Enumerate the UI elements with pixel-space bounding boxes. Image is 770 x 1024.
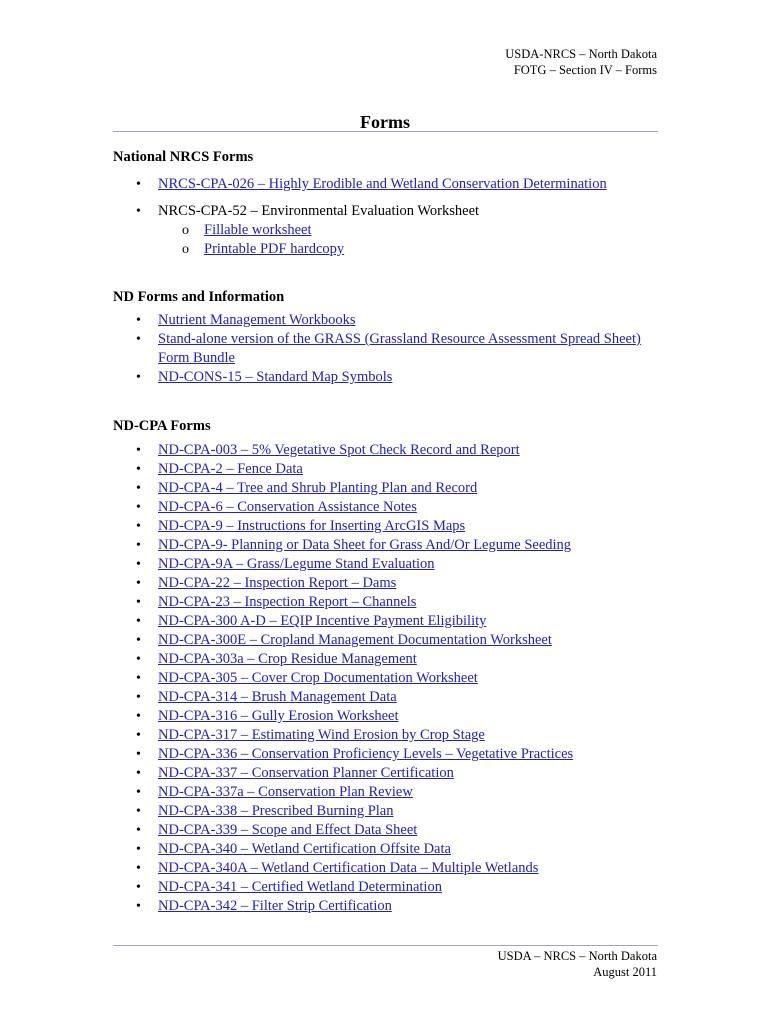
list-item <box>113 498 658 517</box>
list-item <box>113 612 658 631</box>
form-link[interactable]: ND-CPA-317 – Estimating Wind Erosion by Crop Stage <box>158 727 485 743</box>
form-link[interactable]: ND-CPA-340A – Wetland Certification Data – Multiple Wetlands <box>158 860 539 876</box>
list-item <box>113 311 658 330</box>
list-item <box>113 764 658 783</box>
form-link[interactable]: ND-CPA-2 – Fence Data <box>158 461 303 477</box>
form-link[interactable]: ND-CPA-337 – Conservation Planner Certification <box>158 765 454 781</box>
footer-line-1: USDA – NRCS – North Dakota <box>497 949 657 963</box>
list-item <box>113 745 658 764</box>
nd-cpa-forms-list <box>113 441 658 916</box>
form-link[interactable]: Fillable worksheet <box>204 222 312 238</box>
sub-list-item <box>158 221 658 240</box>
list-item <box>113 330 658 368</box>
title-divider <box>113 131 658 132</box>
page-footer <box>498 948 657 980</box>
list-item <box>113 536 658 555</box>
footer-line-2: August 2011 <box>593 965 657 979</box>
form-link[interactable]: ND-CPA-336 – Conservation Proficiency Levels – Vegetative Practices <box>158 746 574 762</box>
list-item <box>113 441 658 460</box>
section-heading-national: National NRCS Forms <box>113 149 254 165</box>
header-line-2: FOTG – Section IV – Forms <box>513 63 657 77</box>
list-item <box>113 707 658 726</box>
sub-list-item <box>158 240 658 259</box>
form-link[interactable]: Printable PDF hardcopy <box>204 241 345 257</box>
form-link[interactable]: NRCS-CPA-026 – Highly Erodible and Wetland Conservation Determination <box>158 176 607 192</box>
section-heading-nd-forms: ND Forms and Information <box>113 289 285 305</box>
list-item <box>113 202 658 259</box>
form-link[interactable]: ND-CPA-303a – Crop Residue Management <box>158 651 417 667</box>
form-link[interactable]: ND-CPA-6 – Conservation Assistance Notes <box>158 499 417 515</box>
page-title: Forms <box>360 112 410 132</box>
list-item <box>113 555 658 574</box>
list-item <box>113 175 658 194</box>
list-item <box>113 460 658 479</box>
list-item <box>113 783 658 802</box>
form-link[interactable]: ND-CPA-23 – Inspection Report – Channels <box>158 594 417 610</box>
section-heading-nd-cpa: ND-CPA Forms <box>113 418 211 434</box>
page-header <box>505 46 657 78</box>
sub-list <box>158 221 658 259</box>
form-link[interactable]: ND-CONS-15 – Standard Map Symbols <box>158 369 393 385</box>
list-item <box>113 669 658 688</box>
form-link[interactable]: ND-CPA-300E – Cropland Management Documentation Worksheet <box>158 632 552 648</box>
form-link[interactable]: ND-CPA-4 – Tree and Shrub Planting Plan and Record <box>158 480 478 496</box>
list-item <box>113 859 658 878</box>
form-link[interactable]: ND-CPA-342 – Filter Strip Certification <box>158 898 392 914</box>
form-link[interactable]: ND-CPA-340 – Wetland Certification Offsite Data <box>158 841 451 857</box>
form-link[interactable]: Stand-alone version of the GRASS (Grassland Resource Assessment Spread Sheet) Form Bundle <box>158 331 641 366</box>
form-link[interactable]: ND-CPA-341 – Certified Wetland Determination <box>158 879 442 895</box>
form-link[interactable]: ND-CPA-314 – Brush Management Data <box>158 689 397 705</box>
form-link[interactable]: Nutrient Management Workbooks <box>158 312 356 328</box>
list-item <box>113 897 658 916</box>
nd-forms-list <box>113 311 658 387</box>
list-item <box>113 821 658 840</box>
form-link[interactable]: ND-CPA-337a – Conservation Plan Review <box>158 784 413 800</box>
list-item <box>113 517 658 536</box>
list-item <box>113 593 658 612</box>
list-item <box>113 368 658 387</box>
form-link[interactable]: ND-CPA-9- Planning or Data Sheet for Grass And/Or Legume Seeding <box>158 537 572 553</box>
form-link[interactable]: ND-CPA-338 – Prescribed Burning Plan <box>158 803 394 819</box>
form-link[interactable]: ND-CPA-003 – 5% Vegetative Spot Check Record and Report <box>158 442 520 458</box>
national-forms-list <box>113 175 658 259</box>
list-item <box>113 688 658 707</box>
list-item <box>113 802 658 821</box>
list-item <box>113 631 658 650</box>
form-link[interactable]: ND-CPA-339 – Scope and Effect Data Sheet <box>158 822 418 838</box>
form-link[interactable]: ND-CPA-305 – Cover Crop Documentation Worksheet <box>158 670 478 686</box>
list-item <box>113 878 658 897</box>
header-line-1: USDA-NRCS – North Dakota <box>505 47 657 61</box>
form-link[interactable]: ND-CPA-9A – Grass/Legume Stand Evaluation <box>158 556 435 572</box>
form-link[interactable]: ND-CPA-300 A-D – EQIP Incentive Payment Eligibility <box>158 613 487 629</box>
form-link[interactable]: ND-CPA-316 – Gully Erosion Worksheet <box>158 708 399 724</box>
list-item <box>113 726 658 745</box>
list-item <box>113 840 658 859</box>
form-link[interactable]: ND-CPA-22 – Inspection Report – Dams <box>158 575 397 591</box>
footer-divider <box>113 945 658 946</box>
form-label: NRCS-CPA-52 – Environmental Evaluation Worksheet <box>158 203 480 219</box>
list-item <box>113 650 658 669</box>
list-item <box>113 479 658 498</box>
form-link[interactable]: ND-CPA-9 – Instructions for Inserting ArcGIS Maps <box>158 518 466 534</box>
list-item <box>113 574 658 593</box>
